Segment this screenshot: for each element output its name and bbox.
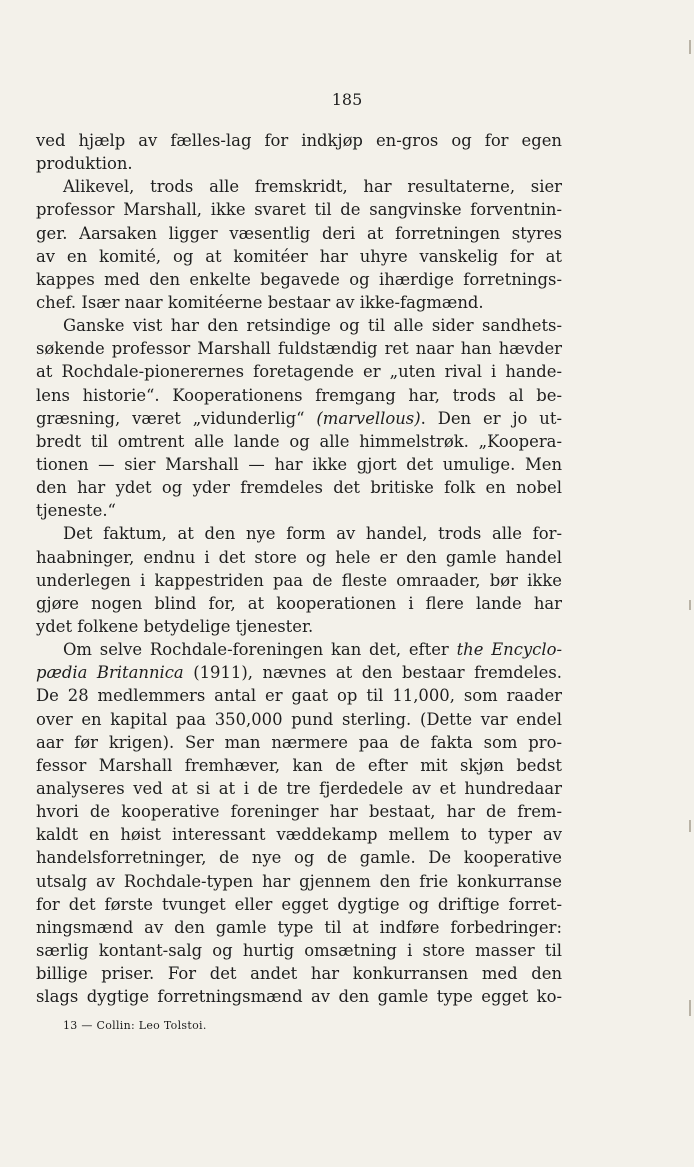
text-line: ydet folkene betydelige tjenester.: [36, 616, 314, 636]
text-line: ningsmænd av den gamle type til at indføre forbedringer:: [36, 917, 562, 937]
text-line: underlegen i kappestriden paa de fleste omraader, bør ikke: [36, 570, 562, 590]
text-line: tionen — sier Marshall — har ikke gjort det umulige. Men: [36, 454, 562, 474]
italic-term: pædia Britannica: [36, 663, 184, 683]
text-line: slags dygtige forretningsmænd av den gamle type egget ko-: [36, 987, 562, 1007]
text-line: professor Marshall, ikke svaret til de sangvinske forventnin-: [36, 200, 562, 220]
text-line: Ganske vist har den retsindige og til alle sider sandhets-: [63, 316, 562, 336]
text-line: ved hjælp av fælles-lag for indkjøp en-gros og for egen: [36, 131, 562, 150]
page-edge-mark: [689, 820, 691, 832]
body-text: [36, 129, 562, 1008]
italic-term: the Encyclo-: [456, 640, 563, 660]
footer-signature: 13 — Collin: Leo Tolstoi.: [63, 1019, 207, 1032]
text-line: for det første tvunget eller egget dygtige og driftige forret-: [36, 894, 562, 914]
page-edge-mark: [689, 1000, 691, 1016]
text-line: fessor Marshall fremhæver, kan de efter mit skjøn bedst: [36, 755, 562, 775]
text-line: græsning, været „vidunderlig“ (marvellous). Den er jo ut-: [36, 408, 562, 428]
text-line: Det faktum, at den nye form av handel, trods alle for-: [63, 524, 562, 544]
text-line: den har ydet og yder fremdeles det britiske folk en nobel: [36, 478, 562, 498]
text-line: handelsforretninger, de nye og de gamle. De kooperative: [36, 848, 562, 868]
text-line: av en komité, og at komitéer har uhyre vanskelig for at: [36, 246, 562, 266]
page-edge-mark: [689, 40, 691, 54]
text-line: chef. Især naar komitéerne bestaar av ikke-fagmænd.: [36, 292, 484, 312]
text-line: utsalg av Rochdale-typen har gjennem den frie konkurranse: [36, 871, 562, 891]
text-line: kappes med den enkelte begavede og ihærdige forretnings-: [36, 269, 562, 289]
text-line: lens historie“. Kooperationens fremgang har, trods al be-: [36, 385, 562, 405]
text-line: ger. Aarsaken ligger væsentlig deri at forretningen styres: [36, 223, 562, 243]
text-line: De 28 medlemmers antal er gaat op til 11,000, som raader: [36, 686, 562, 706]
text-line: produktion.: [36, 154, 133, 174]
text-line: søkende professor Marshall fuldstændig ret naar han hævder: [36, 339, 562, 359]
text-line: bredt til omtrent alle lande og alle himmelstrøk. „Koopera-: [36, 431, 562, 451]
page-number: 185: [331, 90, 363, 109]
text-line: Om selve Rochdale-foreningen kan det, efter the Encyclo-: [63, 640, 563, 660]
text-line: billige priser. For det andet har konkurransen med den: [36, 964, 562, 984]
italic-term: (marvellous): [316, 408, 421, 428]
text-line: særlig kontant-salg og hurtig omsætning i store masser til: [36, 940, 562, 960]
text-line: gjøre nogen blind for, at kooperationen i flere lande har: [36, 593, 562, 613]
text-line: at Rochdale-pionerernes foretagende er „uten rival i hande-: [36, 362, 562, 382]
page-edge-mark: [689, 600, 691, 610]
text-line: kaldt en høist interessant væddekamp mellem to typer av: [36, 825, 562, 845]
text-line: pædia Britannica (1911), nævnes at den bestaar fremdeles.: [36, 663, 562, 683]
text-line: Alikevel, trods alle fremskridt, har resultaterne, sier: [63, 177, 562, 197]
text-line: analyseres ved at si at i de tre fjerdedele av et hundredaar: [36, 778, 562, 798]
text-line: haabninger, endnu i det store og hele er den gamle handel: [36, 547, 562, 567]
text-line: over en kapital paa 350,000 pund sterling. (Dette var endel: [36, 709, 562, 729]
text-line: aar før krigen). Ser man nærmere paa de fakta som pro-: [36, 732, 562, 752]
text-line: hvori de kooperative foreninger har bestaat, har de frem-: [36, 802, 562, 822]
text-line: tjeneste.“: [36, 501, 116, 521]
